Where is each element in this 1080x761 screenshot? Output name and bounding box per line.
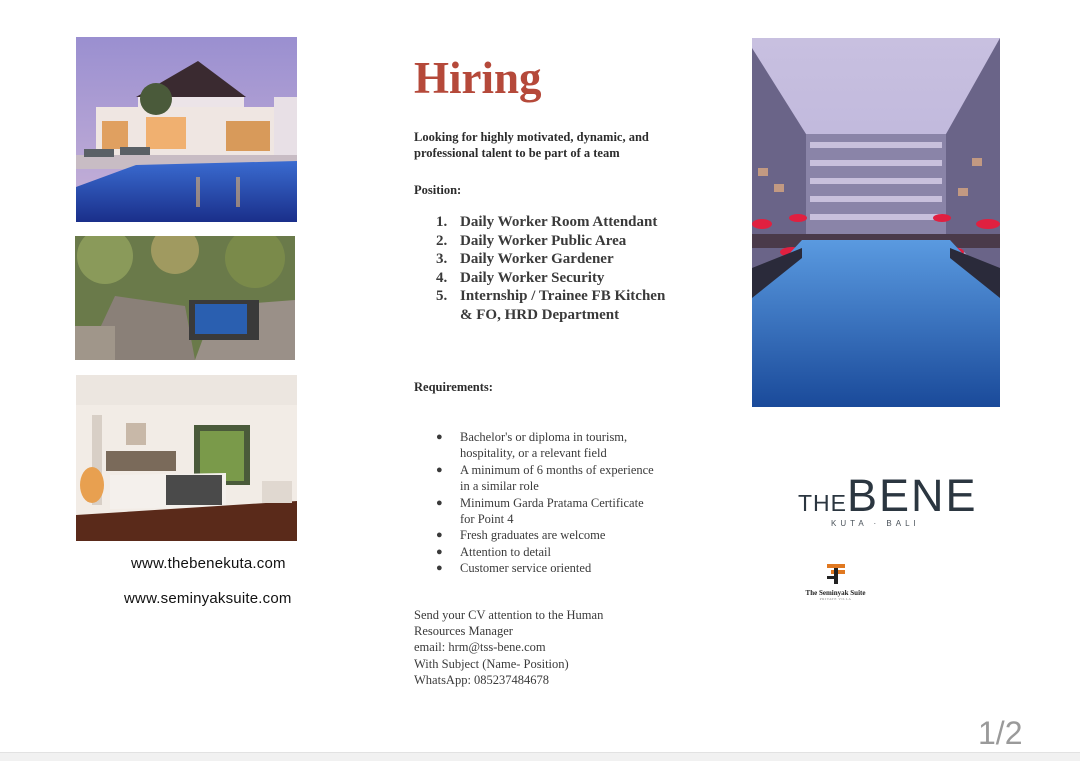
list-item: [436, 544, 656, 560]
list-item: [436, 287, 666, 324]
seminyak-sub: PRIVATE VILLA: [819, 597, 852, 601]
intro-text: Looking for highly motivated, dynamic, and professional talent to be part of a team: [414, 130, 649, 160]
list-item-number: 1.: [436, 214, 448, 230]
list-item-text: Daily Worker Public Area: [460, 232, 627, 249]
logo-the: THE: [798, 490, 847, 516]
hotel-pool-photo: [752, 38, 1000, 407]
list-item: [436, 429, 656, 462]
the-bene-logo: [798, 470, 978, 522]
list-item: [436, 462, 656, 495]
list-item: [436, 527, 656, 543]
list-item-text: A minimum of 6 months of experience in a similar role: [460, 462, 654, 494]
requirements-label: Requirements:: [414, 380, 493, 394]
list-item: [436, 269, 666, 288]
list-item-text: Daily Worker Security: [460, 269, 605, 286]
list-item-number: 3.: [436, 251, 448, 268]
list-item-text: Customer service oriented: [460, 561, 592, 576]
list-item: [436, 560, 656, 576]
seminyak-suite-logo: [798, 562, 873, 601]
list-item-number: 2.: [436, 232, 448, 249]
aerial-villa-photo: [75, 236, 295, 360]
contact-line: Resources Manager: [414, 624, 513, 639]
list-item-text: Minimum Garda Pratama Certificate for Point 4: [460, 495, 644, 527]
contact-info: [414, 607, 603, 688]
contact-line: With Subject (Name- Position): [414, 656, 569, 671]
contact-line: Send your CV attention to the Human: [414, 608, 604, 622]
bedroom-photo: [76, 375, 297, 541]
page-title: Hiring: [414, 53, 542, 103]
list-item-text: Fresh graduates are welcome: [460, 528, 606, 543]
website-thebene[interactable]: www.thebenekuta.com: [131, 555, 286, 572]
list-item: [436, 232, 666, 251]
list-item-text: Bachelor's or diploma in tourism, hospitality, or a relevant field: [460, 430, 628, 461]
bullet-icon: ●: [436, 463, 443, 476]
positions-list: [436, 213, 666, 325]
seminyak-name: The Seminyak Suite: [805, 589, 866, 597]
page-number: 1/2: [978, 715, 1023, 751]
bullet-icon: ●: [436, 431, 443, 443]
list-item-text: Daily Worker Gardener: [460, 251, 614, 268]
list-item-text: Attention to detail: [460, 544, 551, 559]
list-item-text: Daily Worker Room Attendant: [460, 214, 658, 230]
list-item: [436, 213, 666, 232]
position-label: Position:: [414, 183, 462, 197]
list-item-text: Internship / Trainee FB Kitchen & FO, HRD Department: [460, 288, 666, 323]
logo-location: KUTA · BALI: [831, 519, 920, 528]
requirements-list: [436, 429, 656, 577]
list-item-number: 4.: [436, 269, 448, 286]
contact-whatsapp[interactable]: WhatsApp: 085237484678: [414, 672, 550, 687]
bullet-icon: ●: [436, 545, 443, 558]
list-item-number: 5.: [436, 288, 448, 305]
bullet-icon: ●: [436, 562, 443, 575]
seminyak-mark-icon: [825, 562, 847, 584]
bullet-icon: ●: [436, 496, 443, 509]
logo-bene: BENE: [847, 470, 978, 521]
villa-pool-photo: [76, 37, 297, 222]
website-seminyak[interactable]: www.seminyaksuite.com: [124, 590, 292, 607]
contact-email[interactable]: email: hrm@tss-bene.com: [414, 640, 546, 655]
bullet-icon: ●: [436, 529, 443, 542]
list-item: [436, 250, 666, 269]
list-item: [436, 495, 656, 528]
